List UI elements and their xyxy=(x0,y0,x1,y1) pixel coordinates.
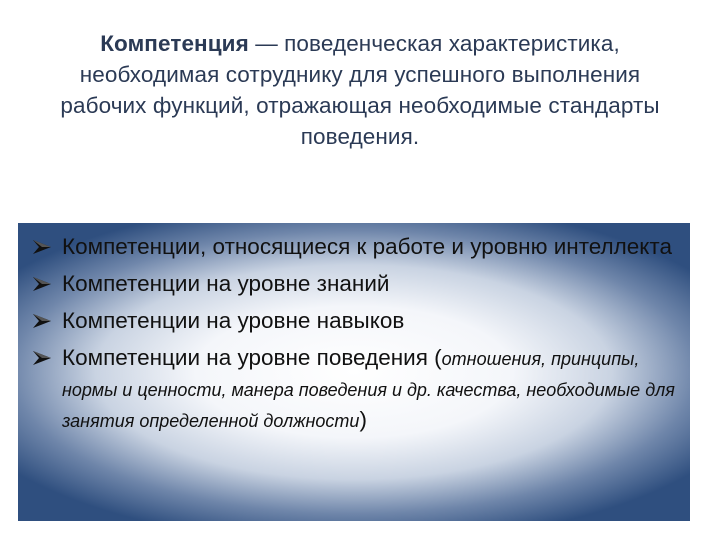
competency-list xyxy=(30,231,680,441)
list-item xyxy=(30,231,680,262)
arrow-bullet-icon xyxy=(32,239,52,255)
list-item-text: Компетенции, относящиеся к работе и уровню интеллекта xyxy=(62,234,672,259)
competency-panel xyxy=(18,223,690,521)
list-item-text: Компетенции на уровне знаний xyxy=(62,271,390,296)
list-item-text: Компетенции на уровне поведения ( xyxy=(62,345,442,370)
list-item-closing: ) xyxy=(359,407,367,432)
arrow-bullet-icon xyxy=(32,313,52,329)
definition-paragraph xyxy=(40,28,680,152)
arrow-bullet-icon xyxy=(32,276,52,292)
list-item xyxy=(30,305,680,336)
list-item xyxy=(30,342,680,435)
definition-text: — поведенческая характеристика, необходимая сотруднику для успешного выполнения рабочих функций, отражающая необходимые стандарты поведения. xyxy=(60,31,660,149)
arrow-bullet-icon xyxy=(32,350,52,366)
definition-term: Компетенция xyxy=(100,31,249,56)
list-item xyxy=(30,268,680,299)
list-item-note: отношения, принципы, нормы и ценности, манера поведения и др. качества, необходимые для занятия определенной должности xyxy=(62,349,675,431)
list-item-text: Компетенции на уровне навыков xyxy=(62,308,405,333)
